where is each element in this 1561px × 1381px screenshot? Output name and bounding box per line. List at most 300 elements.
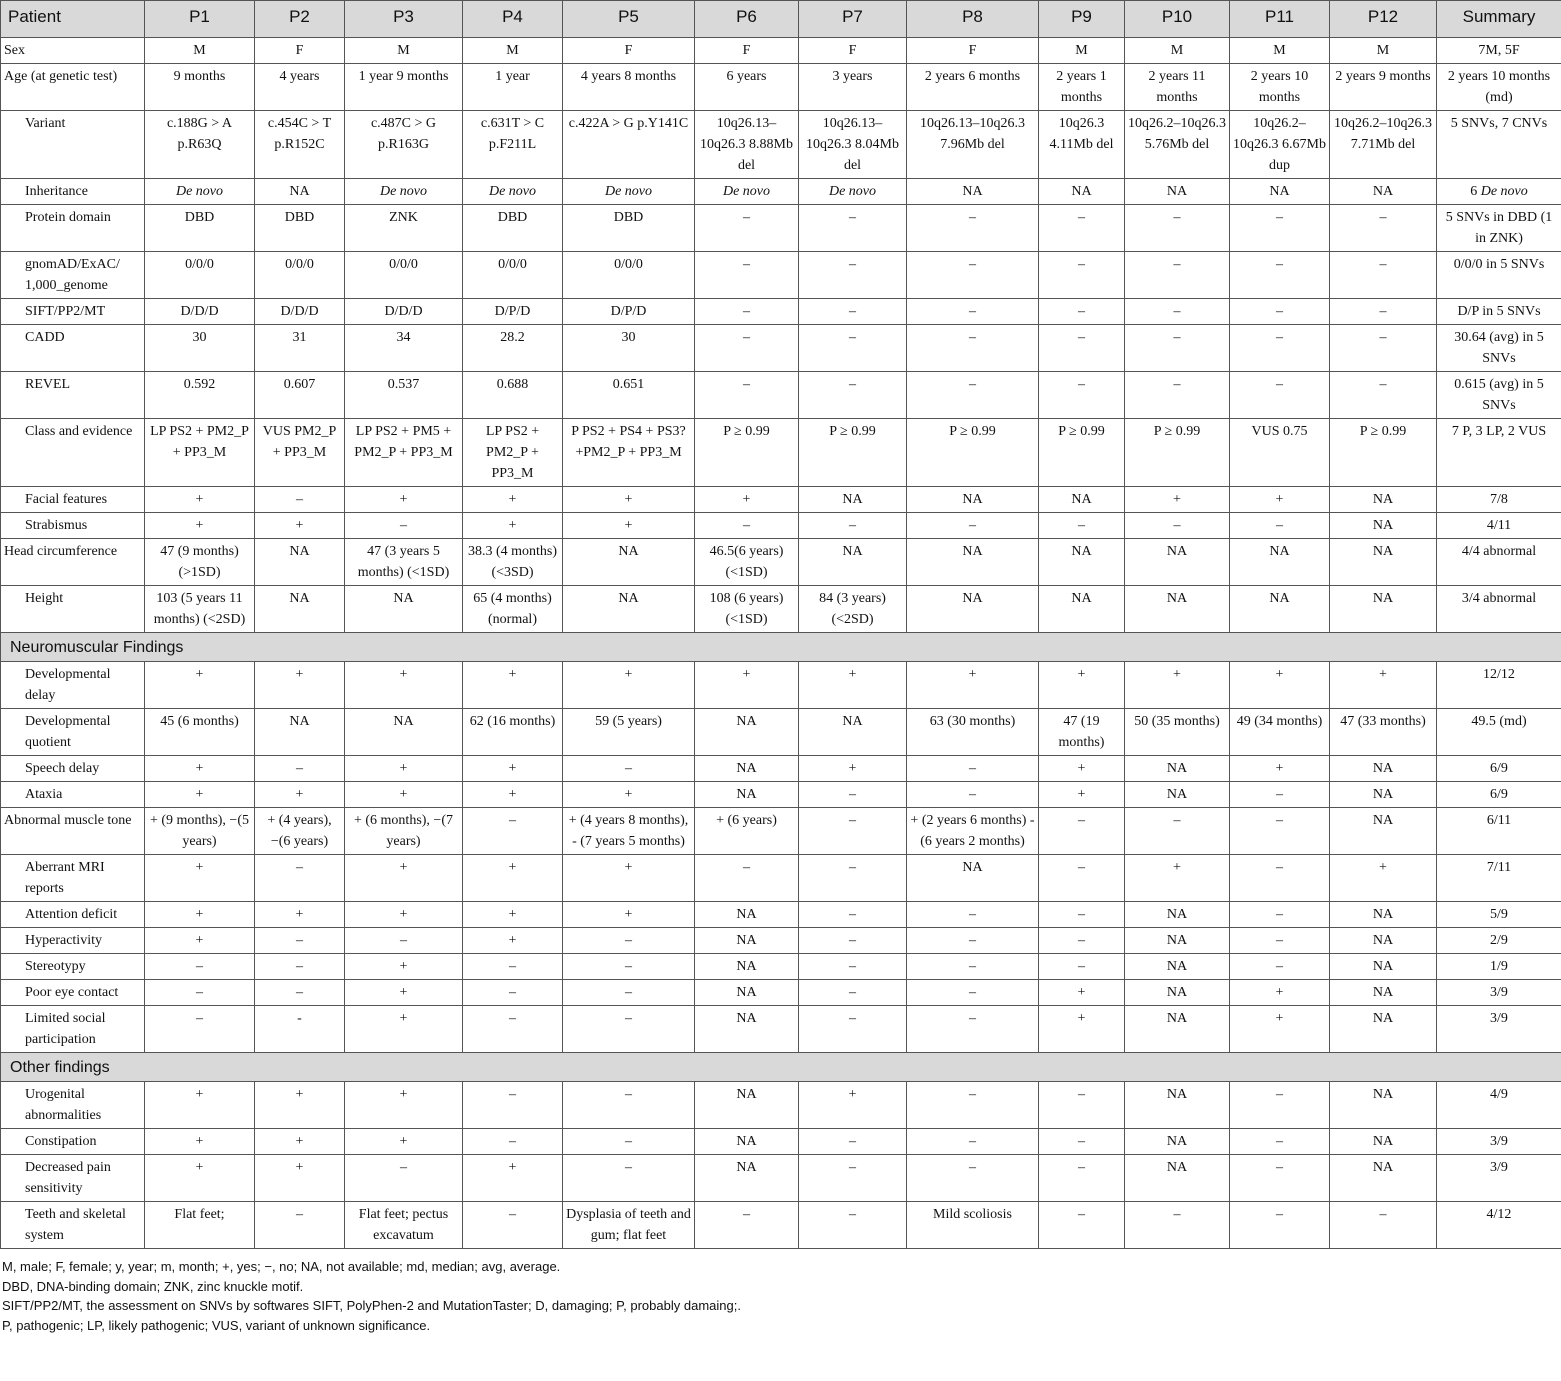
table-cell: + <box>463 662 563 709</box>
table-cell: – <box>563 980 695 1006</box>
table-cell: 84 (3 years) (<2SD) <box>799 586 907 633</box>
table-cell: – <box>1039 252 1125 299</box>
table-cell: 0/0/0 <box>255 252 345 299</box>
table-cell: NA <box>1330 179 1437 205</box>
row-label: Aberrant MRI reports <box>1 855 145 902</box>
table-cell: – <box>1039 299 1125 325</box>
table-cell: Flat feet; <box>145 1202 255 1249</box>
table-row <box>1 372 1561 419</box>
footnote-classes: P, pathogenic; LP, likely pathogenic; VUS, variant of unknown significance. <box>2 1317 431 1333</box>
table-cell: NA <box>1330 487 1437 513</box>
table-cell: M <box>463 38 563 64</box>
table-cell: + <box>345 855 463 902</box>
table-cell: + (6 months), −(7 years) <box>345 808 463 855</box>
table-cell: NA <box>695 928 799 954</box>
table-cell: 0.688 <box>463 372 563 419</box>
table-cell: – <box>907 782 1039 808</box>
table-cell: c.631T > C p.F211L <box>463 111 563 179</box>
table-cell: – <box>907 1129 1039 1155</box>
table-cell: – <box>145 954 255 980</box>
table-row <box>1 902 1561 928</box>
table-row <box>1 1155 1561 1202</box>
summary-cell: 0/0/0 in 5 SNVs <box>1437 252 1561 299</box>
table-cell: LP PS2 + PM5 + PM2_P + PP3_M <box>345 419 463 487</box>
row-label: Hyperactivity <box>1 928 145 954</box>
table-cell: – <box>1230 782 1330 808</box>
table-cell: NA <box>1330 1155 1437 1202</box>
table-cell: – <box>463 1082 563 1129</box>
table-cell: – <box>1330 252 1437 299</box>
table-cell: 47 (9 months) (>1SD) <box>145 539 255 586</box>
table-cell: – <box>799 1129 907 1155</box>
table-cell: + <box>145 487 255 513</box>
row-label: Head circumference <box>1 539 145 586</box>
table-cell: – <box>799 372 907 419</box>
table-row <box>1 756 1561 782</box>
table-cell: 63 (30 months) <box>907 709 1039 756</box>
table-cell: DBD <box>145 205 255 252</box>
table-cell: – <box>1125 372 1230 419</box>
row-label: Constipation <box>1 1129 145 1155</box>
header-p6: P6 <box>695 1 799 38</box>
table-cell: – <box>345 928 463 954</box>
table-cell: M <box>1125 38 1230 64</box>
table-cell: 0/0/0 <box>345 252 463 299</box>
table-cell: NA <box>563 586 695 633</box>
table-cell: c.422A > G p.Y141C <box>563 111 695 179</box>
table-cell: NA <box>1330 1082 1437 1129</box>
table-row <box>1 513 1561 539</box>
table-cell: 62 (16 months) <box>463 709 563 756</box>
table-cell: – <box>695 205 799 252</box>
table-cell: NA <box>255 179 345 205</box>
table-cell: + <box>1125 662 1230 709</box>
table-cell: D/P/D <box>463 299 563 325</box>
header-p11: P11 <box>1230 1 1330 38</box>
table-cell: + <box>1039 756 1125 782</box>
table-cell: 47 (19 months) <box>1039 709 1125 756</box>
table-cell: P ≥ 0.99 <box>907 419 1039 487</box>
row-label: Sex <box>1 38 145 64</box>
table-cell: 9 months <box>145 64 255 111</box>
table-cell: NA <box>1330 954 1437 980</box>
table-cell: + <box>255 902 345 928</box>
table-cell: – <box>1230 372 1330 419</box>
table-cell: – <box>145 1006 255 1053</box>
table-cell: + <box>1230 662 1330 709</box>
table-row <box>1 111 1561 179</box>
header-p2: P2 <box>255 1 345 38</box>
table-cell: – <box>907 252 1039 299</box>
table-cell: – <box>1125 808 1230 855</box>
table-cell: 10q26.13–10q26.3 7.96Mb del <box>907 111 1039 179</box>
table-cell: + <box>145 756 255 782</box>
section-title: Neuromuscular Findings <box>1 633 1561 662</box>
summary-cell: 6/9 <box>1437 782 1561 808</box>
table-cell: – <box>255 954 345 980</box>
table-cell: 10q26.2–10q26.3 7.71Mb del <box>1330 111 1437 179</box>
header-p12: P12 <box>1330 1 1437 38</box>
table-cell: NA <box>1330 782 1437 808</box>
table-cell: VUS PM2_P + PP3_M <box>255 419 345 487</box>
table-cell: + <box>563 513 695 539</box>
table-cell: – <box>907 372 1039 419</box>
table-row <box>1 487 1561 513</box>
table-cell: – <box>907 756 1039 782</box>
table-cell: 10q26.2–10q26.3 6.67Mb dup <box>1230 111 1330 179</box>
table-cell: – <box>255 756 345 782</box>
table-cell: – <box>563 756 695 782</box>
table-cell: + <box>145 513 255 539</box>
table-cell: – <box>1330 205 1437 252</box>
table-cell: F <box>255 38 345 64</box>
table-cell: 0.537 <box>345 372 463 419</box>
table-cell: – <box>1039 513 1125 539</box>
table-cell: NA <box>1125 954 1230 980</box>
table-cell: + <box>345 1082 463 1129</box>
table-cell: 49 (34 months) <box>1230 709 1330 756</box>
table-cell: LP PS2 + PM2_P + PP3_M <box>145 419 255 487</box>
table-cell: + <box>463 782 563 808</box>
row-label: Ataxia <box>1 782 145 808</box>
table-cell: – <box>1230 928 1330 954</box>
summary-cell: 4/12 <box>1437 1202 1561 1249</box>
table-row <box>1 928 1561 954</box>
table-cell: – <box>563 1082 695 1129</box>
table-cell: – <box>695 299 799 325</box>
table-cell: ZNK <box>345 205 463 252</box>
table-cell: – <box>255 928 345 954</box>
row-label: Poor eye contact <box>1 980 145 1006</box>
table-row <box>1 855 1561 902</box>
table-cell: – <box>1039 1129 1125 1155</box>
table-cell: – <box>799 902 907 928</box>
table-cell: + (9 months), −(5 years) <box>145 808 255 855</box>
table-row <box>1 325 1561 372</box>
table-cell: – <box>799 1155 907 1202</box>
table-cell: 2 years 11 months <box>1125 64 1230 111</box>
row-label: Speech delay <box>1 756 145 782</box>
table-cell: NA <box>1330 513 1437 539</box>
header-p10: P10 <box>1125 1 1230 38</box>
table-cell: + <box>1230 980 1330 1006</box>
table-cell: NA <box>1330 980 1437 1006</box>
summary-cell: 7/11 <box>1437 855 1561 902</box>
table-row <box>1 954 1561 980</box>
table-cell: + <box>463 928 563 954</box>
table-cell: F <box>907 38 1039 64</box>
table-row <box>1 64 1561 111</box>
table-cell: 59 (5 years) <box>563 709 695 756</box>
table-cell: – <box>907 1006 1039 1053</box>
table-cell: – <box>1230 1202 1330 1249</box>
footnote-abbreviations: M, male; F, female; y, year; m, month; +, yes; −, no; NA, not available; md, median; avg, average. <box>2 1259 561 1274</box>
table-cell: M <box>1039 38 1125 64</box>
table-cell: + <box>255 513 345 539</box>
table-cell: NA <box>1125 928 1230 954</box>
table-cell: NA <box>907 855 1039 902</box>
table-cell: – <box>1039 1082 1125 1129</box>
table-cell: – <box>463 1202 563 1249</box>
row-label: Teeth and skeletal system <box>1 1202 145 1249</box>
table-cell: NA <box>1330 928 1437 954</box>
table-cell: 47 (33 months) <box>1330 709 1437 756</box>
table-row <box>1 586 1561 633</box>
table-cell: 2 years 9 months <box>1330 64 1437 111</box>
table-cell: - <box>255 1006 345 1053</box>
table-cell: D/D/D <box>255 299 345 325</box>
table-cell: – <box>1230 1129 1330 1155</box>
table-cell: NA <box>1125 539 1230 586</box>
summary-cell: 1/9 <box>1437 954 1561 980</box>
table-cell: P ≥ 0.99 <box>1125 419 1230 487</box>
table-cell: – <box>1039 1202 1125 1249</box>
table-cell: NA <box>695 1155 799 1202</box>
table-cell: D/D/D <box>145 299 255 325</box>
table-cell: + <box>1039 782 1125 808</box>
table-cell: 4 years <box>255 64 345 111</box>
table-cell: – <box>1125 252 1230 299</box>
table-cell: + (4 years), −(6 years) <box>255 808 345 855</box>
table-cell: – <box>1230 205 1330 252</box>
row-label: Developmental quotient <box>1 709 145 756</box>
row-label: Urogenital abnormalities <box>1 1082 145 1129</box>
table-cell: P ≥ 0.99 <box>695 419 799 487</box>
table-cell: – <box>695 372 799 419</box>
table-row <box>1 205 1561 252</box>
table-cell: – <box>255 855 345 902</box>
table-cell: NA <box>1330 586 1437 633</box>
table-cell: NA <box>907 539 1039 586</box>
table-cell: + <box>345 662 463 709</box>
table-cell: – <box>907 928 1039 954</box>
table-cell: – <box>1039 902 1125 928</box>
table-row <box>1 980 1561 1006</box>
table-cell: + <box>463 1155 563 1202</box>
table-cell: + <box>1230 756 1330 782</box>
table-cell: De novo <box>145 179 255 205</box>
table-cell: 6 years <box>695 64 799 111</box>
row-label: Strabismus <box>1 513 145 539</box>
table-cell: P ≥ 0.99 <box>1330 419 1437 487</box>
table-cell: + <box>463 487 563 513</box>
table-cell: VUS 0.75 <box>1230 419 1330 487</box>
table-cell: NA <box>1125 1129 1230 1155</box>
table-cell: NA <box>907 487 1039 513</box>
table-cell: – <box>799 855 907 902</box>
summary-cell: 7/8 <box>1437 487 1561 513</box>
table-cell: NA <box>1125 179 1230 205</box>
header-p8: P8 <box>907 1 1039 38</box>
table-cell: 1 year 9 months <box>345 64 463 111</box>
table-cell: + <box>1125 855 1230 902</box>
table-cell: NA <box>695 782 799 808</box>
table-cell: 46.5(6 years) (<1SD) <box>695 539 799 586</box>
table-row <box>1 1006 1561 1053</box>
table-cell: NA <box>1039 539 1125 586</box>
summary-cell: 7M, 5F <box>1437 38 1561 64</box>
header-p1: P1 <box>145 1 255 38</box>
table-cell: + <box>563 855 695 902</box>
table-cell: c.487C > G p.R163G <box>345 111 463 179</box>
table-cell: – <box>907 205 1039 252</box>
table-cell: NA <box>1039 487 1125 513</box>
table-cell: + <box>145 782 255 808</box>
row-label: Class and evidence <box>1 419 145 487</box>
table-cell: NA <box>695 980 799 1006</box>
table-cell: + <box>255 1129 345 1155</box>
table-cell: + <box>255 1155 345 1202</box>
table-cell: + <box>345 902 463 928</box>
table-cell: – <box>1039 325 1125 372</box>
footnote-domains: DBD, DNA-binding domain; ZNK, zinc knuckle motif. <box>2 1278 304 1294</box>
table-cell: + <box>695 662 799 709</box>
table-cell: – <box>1125 513 1230 539</box>
table-cell: 0.651 <box>563 372 695 419</box>
table-cell: NA <box>255 539 345 586</box>
table-body <box>1 38 1561 1249</box>
table-cell: NA <box>695 1082 799 1129</box>
row-label: Developmental delay <box>1 662 145 709</box>
table-cell: NA <box>1039 179 1125 205</box>
header-patient: Patient <box>1 1 145 38</box>
table-cell: D/D/D <box>345 299 463 325</box>
row-label: Age (at genetic test) <box>1 64 145 111</box>
table-cell: – <box>1330 325 1437 372</box>
table-cell: – <box>799 205 907 252</box>
table-cell: 4 years 8 months <box>563 64 695 111</box>
table-cell: NA <box>1125 1082 1230 1129</box>
table-cell: NA <box>1330 1006 1437 1053</box>
table-cell: NA <box>1230 539 1330 586</box>
table-cell: NA <box>1039 586 1125 633</box>
table-cell: + <box>799 1082 907 1129</box>
table-cell: – <box>907 1082 1039 1129</box>
table-cell: c.188G > A p.R63Q <box>145 111 255 179</box>
table-cell: De novo <box>563 179 695 205</box>
table-cell: + (4 years 8 months), - (7 years 5 months) <box>563 808 695 855</box>
table-row <box>1 179 1561 205</box>
table-cell: Flat feet; pectus excavatum <box>345 1202 463 1249</box>
table-row <box>1 808 1561 855</box>
table-cell: – <box>563 928 695 954</box>
row-label: Limited social participation <box>1 1006 145 1053</box>
section-row <box>1 1053 1561 1082</box>
table-cell: De novo <box>695 179 799 205</box>
row-label: Facial features <box>1 487 145 513</box>
table-cell: + <box>563 902 695 928</box>
table-cell: 50 (35 months) <box>1125 709 1230 756</box>
header-p7: P7 <box>799 1 907 38</box>
table-cell: – <box>1039 808 1125 855</box>
table-cell: 28.2 <box>463 325 563 372</box>
table-cell: – <box>1330 299 1437 325</box>
table-cell: + <box>799 756 907 782</box>
summary-cell: 5/9 <box>1437 902 1561 928</box>
table-cell: – <box>907 1155 1039 1202</box>
table-row <box>1 782 1561 808</box>
table-cell: + <box>463 513 563 539</box>
table-cell: – <box>799 299 907 325</box>
footnote-sift: SIFT/PP2/MT, the assessment on SNVs by softwares SIFT, PolyPhen-2 and MutationTaster; D, damaging; P, probably damaing;. <box>2 1298 741 1313</box>
table-cell: + <box>145 662 255 709</box>
table-cell: – <box>1125 325 1230 372</box>
table-cell: + <box>1125 487 1230 513</box>
row-label: Protein domain <box>1 205 145 252</box>
table-cell: + <box>345 1129 463 1155</box>
table-cell: – <box>1039 205 1125 252</box>
table-cell: + <box>145 855 255 902</box>
table-row <box>1 299 1561 325</box>
table-cell: NA <box>695 1129 799 1155</box>
table-cell: – <box>463 954 563 980</box>
table-cell: 0/0/0 <box>463 252 563 299</box>
table-cell: NA <box>1330 539 1437 586</box>
table-cell: LP PS2 + PM2_P + PP3_M <box>463 419 563 487</box>
table-cell: NA <box>1125 980 1230 1006</box>
table-cell: – <box>563 1155 695 1202</box>
table-cell: 34 <box>345 325 463 372</box>
table-footnotes <box>0 1257 1561 1335</box>
table-cell: 30 <box>145 325 255 372</box>
table-cell: NA <box>1230 586 1330 633</box>
table-cell: NA <box>799 539 907 586</box>
table-cell: NA <box>345 709 463 756</box>
table-cell: – <box>1125 205 1230 252</box>
table-cell: NA <box>695 1006 799 1053</box>
table-cell: + <box>255 662 345 709</box>
table-cell: P ≥ 0.99 <box>799 419 907 487</box>
header-p5: P5 <box>563 1 695 38</box>
table-cell: – <box>563 1129 695 1155</box>
table-cell: – <box>907 513 1039 539</box>
header-p3: P3 <box>345 1 463 38</box>
summary-cell: 7 P, 3 LP, 2 VUS <box>1437 419 1561 487</box>
table-cell: 0.607 <box>255 372 345 419</box>
summary-cell: 2 years 10 months (md) <box>1437 64 1561 111</box>
table-cell: – <box>255 487 345 513</box>
summary-cell: 5 SNVs, 7 CNVs <box>1437 111 1561 179</box>
section-row <box>1 633 1561 662</box>
header-row <box>1 1 1561 38</box>
summary-cell: 2/9 <box>1437 928 1561 954</box>
table-row <box>1 539 1561 586</box>
table-cell: + <box>1039 1006 1125 1053</box>
table-cell: 1 year <box>463 64 563 111</box>
table-cell: + <box>1330 855 1437 902</box>
summary-cell: 6/9 <box>1437 756 1561 782</box>
table-cell: + <box>463 855 563 902</box>
summary-cell: 3/9 <box>1437 1155 1561 1202</box>
summary-cell: 5 SNVs in DBD (1 in ZNK) <box>1437 205 1561 252</box>
table-row <box>1 1129 1561 1155</box>
table-cell: NA <box>563 539 695 586</box>
table-cell: + <box>1330 662 1437 709</box>
table-cell: – <box>1039 954 1125 980</box>
table-cell: – <box>799 928 907 954</box>
table-cell: – <box>799 1006 907 1053</box>
table-cell: – <box>1230 513 1330 539</box>
table-cell: 10q26.13–10q26.3 8.88Mb del <box>695 111 799 179</box>
header-p9: P9 <box>1039 1 1125 38</box>
table-cell: – <box>695 1202 799 1249</box>
summary-cell: 12/12 <box>1437 662 1561 709</box>
table-row <box>1 662 1561 709</box>
table-row <box>1 252 1561 299</box>
summary-cell: 4/9 <box>1437 1082 1561 1129</box>
table-cell: – <box>1230 299 1330 325</box>
table-cell: + <box>563 487 695 513</box>
